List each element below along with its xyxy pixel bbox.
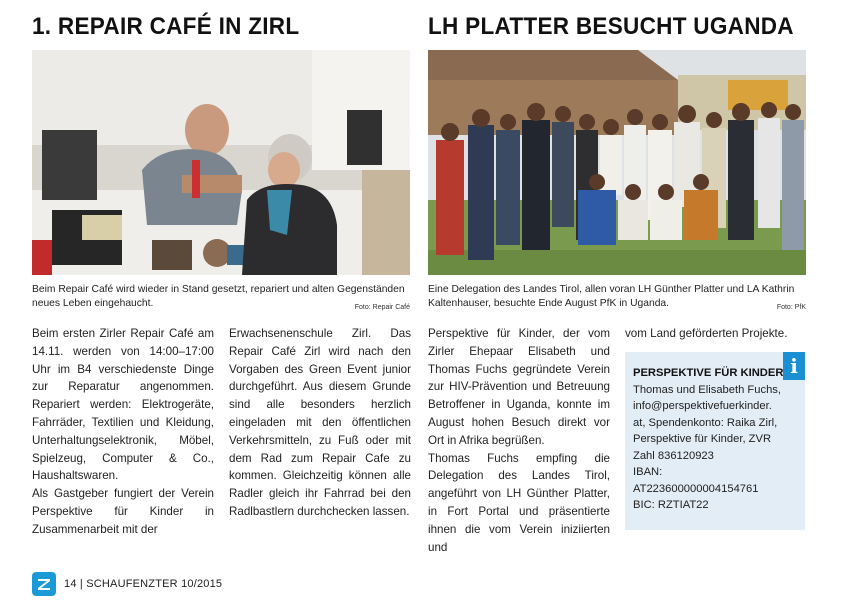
info-iban: AT223600000004154761 bbox=[633, 482, 759, 495]
paragraph: Beim ersten Zirler Repair Café am 14.11. werden von 14:00–17:00 Uhr im B4 verschiedenste Dinge zur Reparatur angenommen. Repariert werden: Elektrogeräte, Fahrräder, Textilien und Kleidung, Unterhaltungselektronik, Möbel, Spielzeug, Computer & Co., Haushaltswaren. bbox=[32, 327, 214, 483]
paragraph: Thomas Fuchs empfing die Delegation des Landes Tirol, angeführt von LH Günther Platter, in Fort Portal und präsentierte ihnen die vom Verein iniziierten und bbox=[428, 451, 610, 554]
paragraph: Erwachsenenschule Zirl. Das Repair Café Zirl wird nach den Vorgaben des Green Event junior durchgeführt. Aus diesem Grunde sind alle besonders herzlich eingeladen mit den öffentlichen Verkehrsmitteln, zu Fuß oder mit dem Rad zum Repair Cafe zu kommen. Gleichzeitig können alle Radler gleich ihr Fahrrad bei den Radlbastlern durchchecken lassen. bbox=[229, 327, 411, 518]
info-line: at, Spendenkonto: Raika Zirl, bbox=[633, 416, 778, 429]
photo-uganda-delegation bbox=[428, 50, 806, 275]
headline-repair-cafe: 1. REPAIR CAFÉ IN ZIRL bbox=[32, 13, 300, 40]
schaufenzter-logo-icon bbox=[32, 572, 56, 596]
caption-text: Eine Delegation des Landes Tirol, allen voran LH Günther Platter und LA Kathrin Kaltenhauser, besuchte Ende August PfK in Uganda. bbox=[428, 284, 795, 309]
info-line: Zahl 836120923 bbox=[633, 449, 714, 462]
info-box-perspektive bbox=[625, 352, 805, 530]
article-column-1 bbox=[32, 325, 214, 539]
caption-text: Beim Repair Café wird wieder in Stand gesetzt, repariert und alten Gegenständen neues Leben eingehaucht. bbox=[32, 284, 405, 309]
page-number-and-issue: 14 | SCHAUFENZTER 10/2015 bbox=[64, 578, 223, 590]
photo-credit: Foto: Repair Café bbox=[354, 304, 410, 311]
caption-repair-cafe bbox=[32, 283, 410, 315]
article-column-4 bbox=[625, 325, 805, 343]
article-column-3 bbox=[428, 325, 610, 556]
paragraph: Perspektive für Kinder, der vom Zirler Ehepaar Elisabeth und Thomas Fuchs gegründete Verein zur HIV-Prävention und Betreuung Betroffener in Uganda, konnte im August hohen Besuch direkt vor Ort in Afrika begrüßen. bbox=[428, 327, 610, 447]
info-email-link[interactable]: info@perspektivefuerkinder. bbox=[633, 400, 772, 412]
info-line: Thomas und Elisabeth Fuchs, bbox=[633, 383, 781, 396]
info-line: Perspektive für Kinder, ZVR bbox=[633, 433, 772, 445]
info-bic: BIC: RZTIAT22 bbox=[633, 499, 709, 511]
page-footer bbox=[32, 572, 222, 596]
paragraph: vom Land geförderten Projekte. bbox=[625, 327, 788, 340]
info-icon: i bbox=[783, 352, 805, 380]
photo-credit: Foto: PfK bbox=[776, 304, 806, 311]
article-column-2 bbox=[229, 325, 411, 521]
caption-uganda bbox=[428, 283, 806, 315]
photo-repair-cafe bbox=[32, 50, 410, 275]
paragraph: Als Gastgeber fungiert der Verein Perspektive für Kinder in Zusammenarbeit mit der bbox=[32, 487, 214, 536]
headline-platter-uganda: LH PLATTER BESUCHT UGANDA bbox=[428, 13, 794, 40]
info-box-title: PERSPEKTIVE FÜR KINDER bbox=[633, 367, 784, 379]
info-line: IBAN: bbox=[633, 466, 663, 478]
